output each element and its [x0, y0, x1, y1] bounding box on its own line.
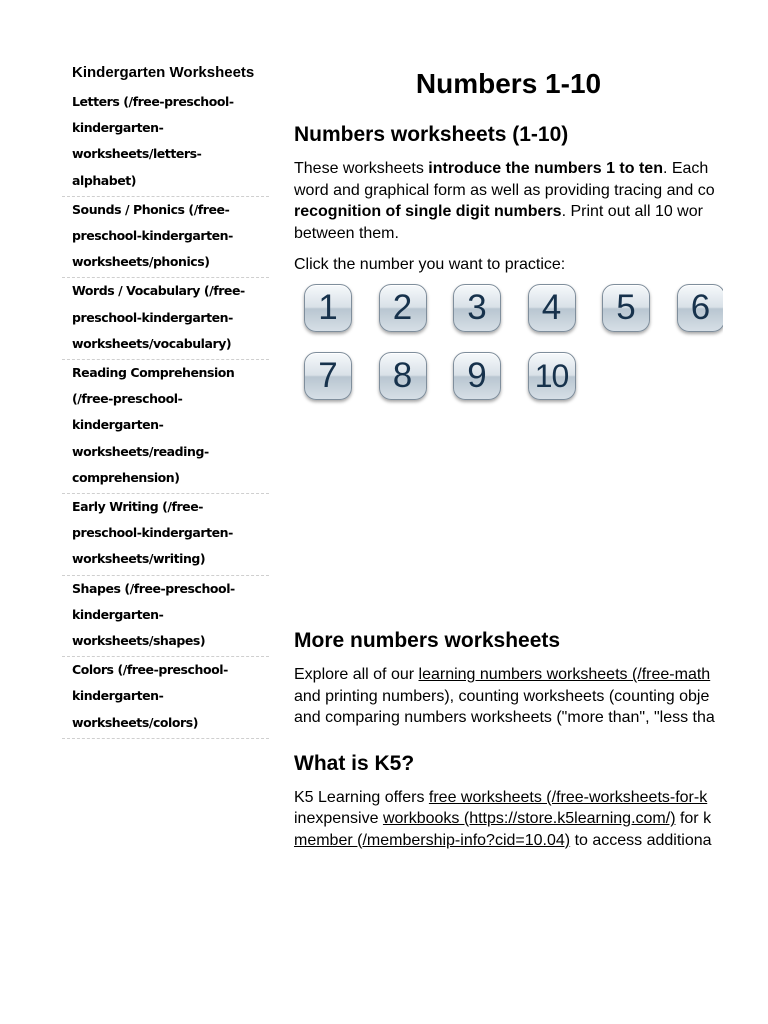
section-heading-numbers-worksheets: Numbers worksheets (1-10): [294, 123, 569, 146]
sidebar-item-early-writing[interactable]: Early Writing (/free-preschool-kindergarten-worksheets/writing): [62, 494, 269, 576]
k5-paragraph: [294, 787, 723, 852]
intro-bold-text: recognition of single digit numbers: [294, 203, 562, 220]
sidebar-title: Kindergarten Worksheets: [72, 64, 255, 81]
section-heading-what-is-k5: What is K5?: [294, 751, 415, 775]
intro-bold-text: introduce the numbers 1 to ten: [428, 160, 663, 177]
number-row: [304, 352, 723, 400]
number-button-2[interactable]: 2: [379, 284, 427, 332]
sidebar-item-colors[interactable]: Colors (/free-preschool-kindergarten-worksheets/colors): [62, 657, 269, 739]
sidebar-item-shapes[interactable]: Shapes (/free-preschool-kindergarten-worksheets/shapes): [62, 576, 269, 658]
sidebar-item-reading-comprehension[interactable]: Reading Comprehension (/free-preschool-kindergarten-worksheets/reading-comprehension): [62, 360, 269, 494]
paragraph-text: Explore all of our: [294, 666, 419, 683]
intro-text: between them.: [294, 224, 399, 242]
section-heading-more-numbers: More numbers worksheets: [294, 629, 561, 652]
number-button-6[interactable]: 6: [677, 284, 724, 332]
number-button-9[interactable]: 9: [453, 352, 501, 400]
click-prompt: Click the number you want to practice:: [294, 256, 566, 273]
sidebar-item-letters[interactable]: Letters (/free-preschool-kindergarten-worksheets/letters-alphabet): [62, 89, 269, 197]
number-button-4[interactable]: 4: [528, 284, 576, 332]
number-row: [304, 284, 723, 332]
sidebar-item-phonics[interactable]: Sounds / Phonics (/free-preschool-kindergarten-worksheets/phonics): [62, 197, 269, 279]
main-content: [294, 62, 723, 1002]
ad-space: [294, 420, 723, 606]
sidebar-item-vocabulary[interactable]: Words / Vocabulary (/free-preschool-kindergarten-worksheets/vocabulary): [62, 278, 269, 360]
paragraph-text: inexpensive: [294, 810, 383, 827]
free-worksheets-link[interactable]: free worksheets (/free-worksheets-for-k: [428, 788, 708, 806]
paragraph-text: K5 Learning offers: [294, 788, 429, 806]
number-button-8[interactable]: 8: [379, 352, 427, 400]
number-button-5[interactable]: 5: [602, 284, 650, 332]
paragraph-text: to access additiona: [570, 831, 712, 849]
intro-paragraph: [294, 158, 723, 244]
number-buttons: [304, 284, 723, 400]
paragraph-text: and printing numbers), counting worksheets (counting obje: [294, 687, 710, 705]
intro-text: word and graphical form as well as providing tracing and co: [294, 181, 715, 199]
number-button-7[interactable]: 7: [304, 352, 352, 400]
paragraph-text: and comparing numbers worksheets ("more than", "less tha: [294, 709, 715, 726]
number-button-1[interactable]: 1: [304, 284, 352, 332]
intro-text: These worksheets: [294, 160, 429, 177]
page-title: Numbers 1-10: [415, 68, 602, 99]
sidebar: [62, 62, 269, 739]
paragraph-text: for k: [675, 810, 712, 827]
sidebar-list: [62, 89, 269, 739]
intro-text: . Each: [662, 160, 709, 177]
number-button-10[interactable]: 10: [528, 352, 576, 400]
number-button-3[interactable]: 3: [453, 284, 501, 332]
workbooks-link[interactable]: workbooks (https://store.k5learning.com/): [382, 810, 676, 827]
membership-link[interactable]: member (/membership-info?cid=10.04): [294, 831, 571, 849]
more-numbers-paragraph: [294, 664, 723, 729]
learning-numbers-link[interactable]: learning numbers worksheets (/free-math: [418, 666, 711, 683]
intro-text: . Print out all 10 wor: [561, 203, 703, 220]
